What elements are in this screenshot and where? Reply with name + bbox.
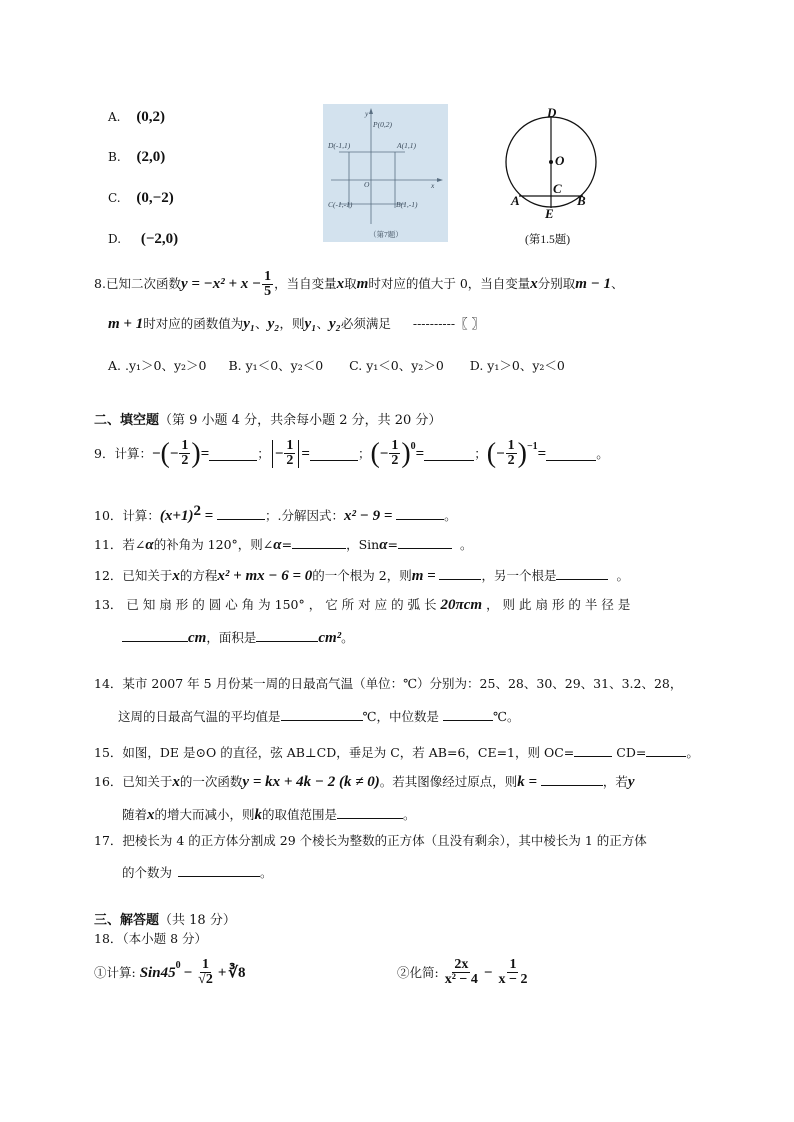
answer-blank [281, 707, 363, 721]
text: 的个数为 [122, 865, 173, 880]
numerator: 1 [509, 957, 517, 972]
text: 的一次函数 [179, 774, 243, 789]
text: 的取值范围是 [262, 807, 338, 822]
symbol-alpha: α [273, 537, 282, 553]
question-12 [94, 566, 629, 584]
text: 时对应的函数值为 [143, 316, 244, 331]
minus-sign: − [169, 445, 179, 462]
text: ℃，中位数是 [362, 709, 439, 724]
text: 的方程 [179, 568, 218, 583]
equals: = [537, 445, 547, 462]
fraction [443, 958, 480, 987]
answer-blank [256, 628, 318, 642]
minus-sign: − [151, 445, 161, 462]
question-14-line-1 [94, 676, 682, 692]
text: 16．已知关于 [94, 774, 173, 789]
part-label: ②化简: [397, 964, 439, 980]
fraction [262, 270, 273, 299]
question-14-line-2 [118, 707, 519, 725]
answer-bracket: 〖 〗 [455, 316, 485, 331]
period: 。 [444, 508, 457, 524]
fraction [496, 958, 529, 987]
variable-y1: y₁ [243, 316, 256, 332]
answer-blank [398, 535, 452, 549]
section-2-heading [94, 409, 441, 428]
variable-x: x [530, 276, 538, 292]
point-p-label: P(0,2) [373, 120, 392, 129]
text: = [387, 537, 398, 552]
variable-k: k [254, 807, 263, 823]
fraction [389, 439, 400, 468]
point-c-label: C(-1,-1) [328, 200, 353, 209]
variable-x: x [147, 807, 155, 823]
text: 的一个根为 2，则 [312, 568, 412, 583]
question-16-line-1 [94, 772, 635, 790]
question-8-line-1 [94, 270, 624, 299]
variable-m: m = [411, 568, 440, 584]
option-label: D. [108, 232, 122, 246]
denominator: 2 [507, 453, 515, 468]
equation: x² + mx − 6 = 0 [217, 568, 313, 584]
section-title: 二、填空题 [94, 413, 160, 428]
text: 必须满足 [340, 316, 391, 331]
minus-sign: − [496, 445, 505, 462]
period: 。 [686, 745, 699, 760]
unit: cm² [318, 630, 342, 646]
cube-root: ∛8 [228, 964, 246, 981]
denominator: √2 [198, 972, 213, 987]
answer-blank [556, 566, 608, 580]
expr-m-minus-1: m − 1 [575, 276, 612, 292]
variable-k: k = [517, 774, 541, 790]
answer-blank [209, 447, 257, 461]
fraction [196, 958, 215, 987]
question-13-line-1 [94, 597, 630, 613]
exponent: 2 [193, 503, 201, 519]
option-value: (0,−2) [136, 190, 174, 206]
option-a: A. .y₁＞0、y₂＞0 [108, 358, 207, 373]
section-note: （第 9 小题 4 分，共余每小题 2 分，共 20 分） [159, 413, 442, 428]
answer-blank [337, 805, 403, 819]
variable-y1: y₁ [304, 316, 317, 332]
text: 取 [344, 276, 357, 291]
text: ，若 [602, 774, 628, 789]
answer-blank [443, 707, 493, 721]
text: 12．已知关于 [94, 568, 173, 583]
figure-15-caption: (第1.5题) [525, 234, 571, 246]
degree-exponent: 0 [175, 960, 181, 971]
answer-blank [178, 863, 260, 877]
answer-blank [396, 506, 444, 520]
text: 这周的日最高气温的平均值是 [118, 709, 281, 724]
section-title: 三、解答题 [94, 913, 160, 928]
section-note: （共 18 分） [159, 913, 236, 928]
denominator: 5 [264, 284, 272, 299]
text: 17．把棱长为 4 的正方体分割成 29 个棱长为整数的正方体（且没有剩余），其中棱长为 1 的正方体 [94, 833, 647, 848]
point-b: B [577, 193, 586, 208]
period: 。 [616, 568, 629, 583]
question-number: 9．计算： [94, 445, 152, 461]
origin-label: O [364, 180, 370, 189]
text: 随着 [122, 807, 148, 822]
question-10 [94, 503, 457, 524]
exponent: 0 [410, 441, 416, 452]
numerator: 2x [454, 957, 469, 972]
text: ，面积是 [206, 630, 257, 645]
text: ℃。 [493, 709, 520, 724]
option-c: C. y₁＜0、y₂＞0 [349, 358, 444, 373]
separator: 、 [611, 276, 624, 291]
text: ，Sin [346, 537, 380, 552]
answer-blank [310, 447, 358, 461]
text: 15．如图，DE 是⊙O 的直径，弦 AB⊥CD，垂足为 C，若 AB=6，CE=1，则 OC= [94, 745, 575, 760]
plus-sign: + [217, 964, 227, 981]
numerator: 1 [264, 269, 272, 284]
minus-sign: − [274, 445, 284, 462]
equals: = [415, 445, 425, 462]
x-label: x [431, 181, 435, 190]
numerator: 1 [201, 957, 209, 972]
text: ；.分解因式： [265, 508, 344, 524]
text: 18．（本小题 8 分） [94, 931, 208, 946]
denominator: 2 [286, 453, 294, 468]
text: CD= [616, 745, 647, 760]
point-a-label: A(1,1) [397, 141, 416, 150]
option-label: C. [108, 191, 121, 205]
point-a: A [511, 193, 520, 208]
numerator: 1 [286, 438, 294, 453]
option-label: B. [108, 150, 121, 164]
separator: 、 [255, 316, 268, 331]
text: = [281, 537, 293, 552]
text: ，当自变量 [274, 276, 337, 291]
text: ， 则 此 扇 形 的 半 径 是 [486, 597, 631, 612]
variable-x: x [172, 774, 180, 790]
text: 分别取 [537, 276, 576, 291]
option-value: (0,2) [136, 109, 166, 125]
variable-y2: y₂ [267, 316, 280, 332]
question-16-line-2 [122, 805, 416, 823]
numerator: 1 [507, 438, 515, 453]
variable-m: m [356, 276, 369, 292]
point-d: D [547, 105, 557, 120]
separator: ； [257, 445, 270, 461]
equals: = [200, 508, 218, 525]
equals: = [301, 445, 310, 462]
variable-x: x [336, 276, 345, 292]
question-15 [94, 743, 699, 761]
answer-blank [217, 506, 265, 520]
function-expression: y = −x² + x − [180, 276, 262, 292]
variable-y: y [627, 774, 635, 790]
unit: cm [188, 630, 207, 646]
arc-length: 20πcm [440, 597, 483, 613]
symbol-alpha: α [145, 537, 154, 553]
denominator: x − 2 [498, 972, 528, 987]
function-expression: y = kx + 4k − 2 (k ≠ 0) [242, 774, 380, 790]
variable-y2: y₂ [328, 316, 341, 332]
answer-blank [292, 535, 346, 549]
option-b: B. y₁＜0、y₂＜0 [228, 358, 324, 373]
answer-blank [546, 447, 596, 461]
answer-blank [541, 772, 603, 786]
question-17-line-1 [94, 833, 647, 849]
answer-blank [439, 566, 481, 580]
text: ，另一个根是 [481, 568, 557, 583]
text: 的增大而减小，则 [154, 807, 255, 822]
y-label: y [365, 109, 369, 118]
variable-x: x [172, 568, 180, 584]
center-dot [549, 160, 553, 164]
denominator: x² − 4 [444, 972, 478, 987]
denominator: 2 [181, 453, 189, 468]
numerator: 1 [391, 438, 399, 453]
answer-blank [646, 743, 686, 757]
figure-7-coordinate-grid [323, 104, 448, 242]
denominator: 2 [391, 453, 399, 468]
section-3-heading [94, 909, 236, 928]
question-number: 8. [94, 276, 106, 291]
text: 13． 已 知 扇 形 的 圆 心 角 为 150° ， 它 所 对 应 的 弧 长 [94, 597, 437, 612]
figure-15-circle [505, 104, 605, 249]
q7-option-d [108, 231, 178, 247]
point-c: C [553, 181, 562, 196]
minus-sign: − [379, 445, 389, 462]
expression: (x+1) [159, 508, 194, 525]
numerator: 1 [181, 438, 189, 453]
separator: ； [474, 445, 487, 461]
fraction [284, 439, 295, 468]
option-value: (−2,0) [140, 231, 179, 247]
question-13-line-2 [122, 628, 354, 646]
text: ，则 [279, 316, 305, 331]
answer-blank [122, 628, 188, 642]
question-8-line-2 [108, 316, 484, 332]
fraction [506, 439, 517, 468]
point-d-label: D(-1,1) [328, 141, 351, 150]
period: 。 [596, 445, 609, 461]
question-9: 9．计算： − ( − $\frac{1}{2}$ ) = ； − $\frac{1}{2}$ = ； ( − $\frac{1}{2}$ ) $^0$ = ； ( − $\frac{1}{2}$ ) $^{-1}$ = 。 [94, 437, 609, 469]
question-18-heading [94, 931, 207, 947]
answer-blank [574, 743, 612, 757]
dotted-leader: ---------- [412, 316, 456, 331]
point-b-label: B(1,-1) [396, 200, 418, 209]
symbol-alpha: α [379, 537, 388, 553]
minus-sign: − [183, 964, 193, 981]
question-18-part-2 [397, 958, 530, 987]
separator: ； [357, 445, 371, 461]
period: 。 [260, 865, 273, 880]
q7-option-c [108, 190, 174, 206]
question-8-options [108, 358, 565, 374]
text: 14．某市 2007 年 5 月份某一周的日最高气温（单位：℃）分别为：25、28、30、29、31、3.2、28， [94, 676, 683, 691]
text: 已知二次函数 [105, 276, 181, 291]
text: 。若其图像经过原点，则 [379, 774, 518, 789]
exponent: −1 [526, 441, 538, 452]
question-11 [94, 535, 473, 553]
option-value: (2,0) [136, 149, 166, 165]
period: 。 [403, 807, 416, 822]
separator: 、 [316, 316, 329, 331]
part-label: ①计算: [94, 964, 136, 980]
text: 10．计算： [94, 508, 160, 524]
text: 时对应的值大于 0，当自变量 [368, 276, 531, 291]
question-17-line-2 [122, 863, 273, 881]
text: 11．若∠ [94, 537, 146, 552]
q7-option-a [108, 109, 165, 125]
option-d: D. y₁＞0、y₂＜0 [469, 358, 565, 373]
answer-blank [424, 447, 474, 461]
figure-7-caption: （第7题） [369, 230, 403, 239]
expression: x² − 9 = [344, 508, 397, 525]
q7-option-b [108, 149, 165, 165]
equals: = [200, 445, 210, 462]
question-18-part-1 [94, 958, 245, 987]
period: 。 [459, 537, 473, 552]
option-label: A. [108, 110, 121, 124]
point-e: E [545, 206, 554, 221]
trig-expression: Sin45 [139, 964, 176, 981]
period: 。 [341, 630, 354, 645]
point-o: O [555, 153, 565, 168]
expr-m-plus-1: m + 1 [108, 316, 144, 332]
text: 的补角为 120°，则∠ [153, 537, 274, 552]
minus-sign: − [483, 964, 493, 981]
fraction [179, 439, 190, 468]
